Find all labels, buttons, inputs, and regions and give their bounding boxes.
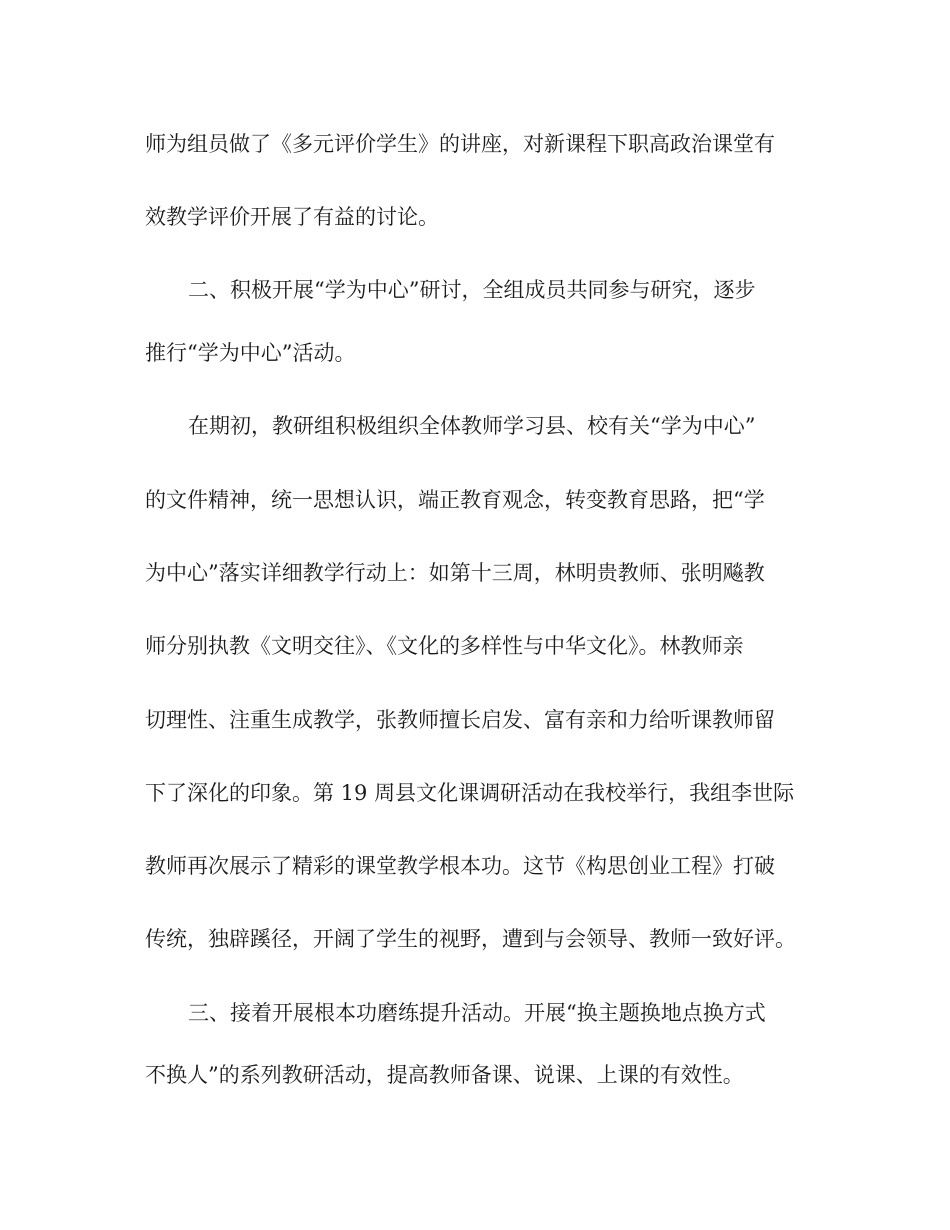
text-line: 效教学评价开展了有益的讨论。 bbox=[145, 205, 439, 229]
section-heading-line: 二、积极开展“学为中心”研讨，全组成员共同参与研究，逐步 bbox=[188, 278, 756, 302]
text-line: 推行“学为中心”活动。 bbox=[145, 341, 356, 365]
text-line: 教师再次展示了精彩的课堂教学根本功。这节《构思创业工程》打破 bbox=[145, 854, 775, 878]
text-line: 传统，独辟蹊径，开阔了学生的视野，遭到与会领导、教师一致好评。 bbox=[145, 927, 796, 951]
text-line: 切理性、注重生成教学，张教师擅长启发、富有亲和力给听课教师留 bbox=[145, 708, 775, 732]
text-line: 师为组员做了《多元评价学生》的讲座，对新课程下职高政治课堂有 bbox=[145, 132, 775, 156]
section-heading-line: 三、接着开展根本功磨练提升活动。开展“换主题换地点换方式 bbox=[188, 1001, 766, 1025]
text-line: 师分别执教《文明交往》、《文化的多样性与中华文化》。林教师亲 bbox=[145, 634, 744, 658]
text-line: 的文件精神，统一思想认识，端正教育观念，转变教育思路，把“学 bbox=[145, 488, 765, 512]
text-line: 为中心”落实详细教学行动上：如第十三周，林明贵教师、张明飚教 bbox=[145, 561, 765, 585]
paragraph-start-line: 在期初，教研组积极组织全体教师学习县、校有关“学为中心” bbox=[188, 414, 756, 438]
text-line: 不换人”的系列教研活动，提高教师备课、说课、上课的有效性。 bbox=[145, 1063, 744, 1087]
text-line: 下了深化的印象。第 19 周县文化课调研活动在我校举行，我组李世际 bbox=[145, 781, 795, 805]
